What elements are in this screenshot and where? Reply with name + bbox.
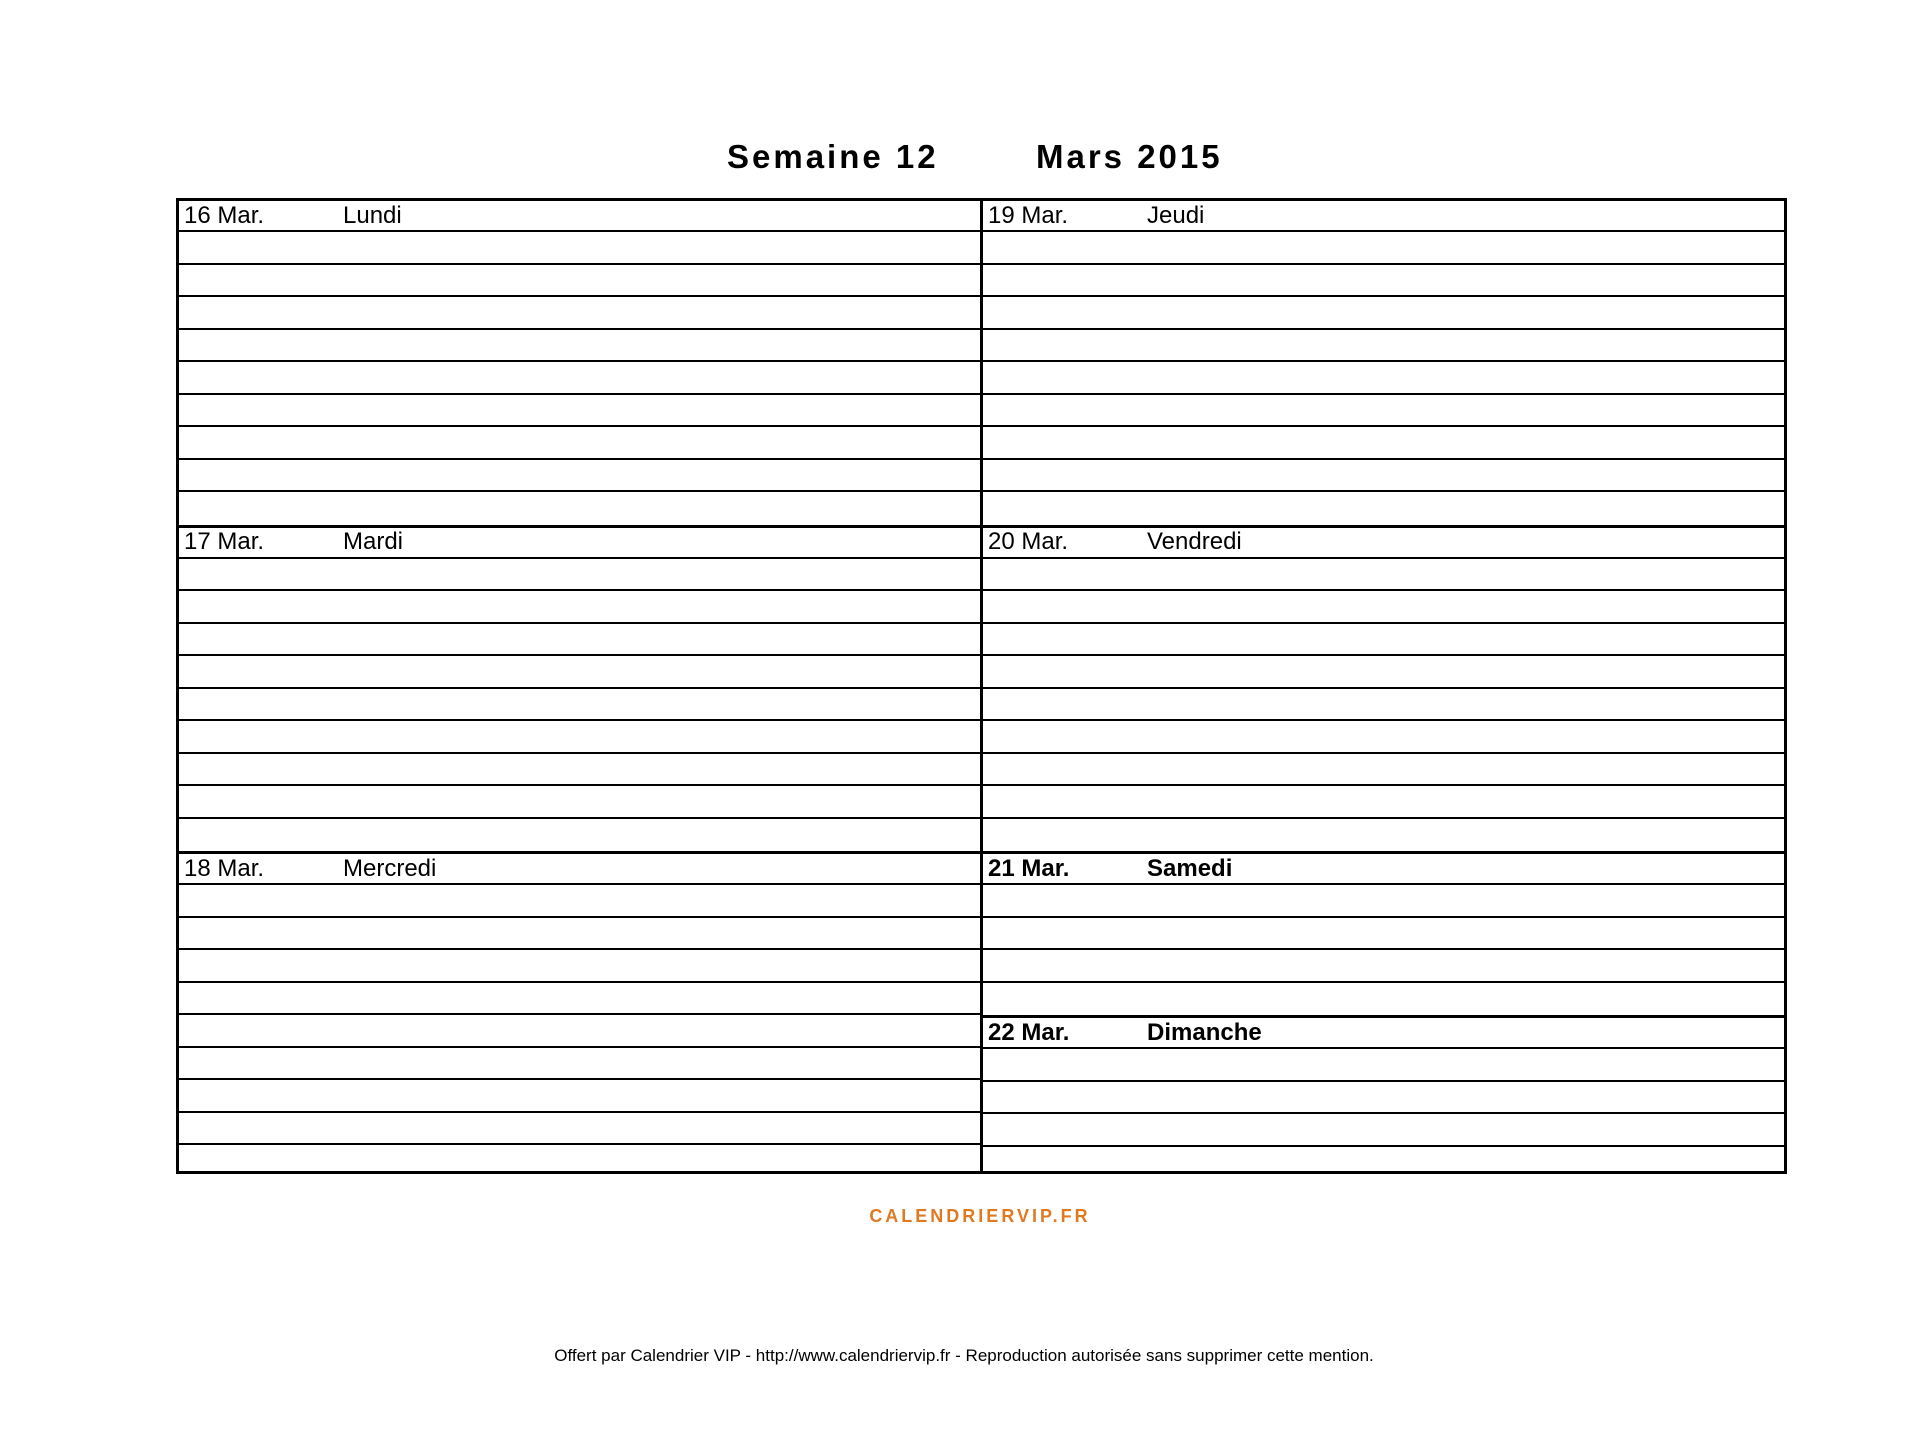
writing-line[interactable] [179,232,980,265]
writing-line[interactable] [179,460,980,493]
day-name: Mercredi [343,854,437,882]
day-date: 21 Mar. [988,854,1070,882]
day-header-lundi [179,201,980,232]
day-date: 20 Mar. [988,528,1069,555]
day-name: Vendredi [1147,528,1242,555]
writing-line[interactable] [983,297,1784,330]
day-header-dimanche [983,1018,1784,1049]
writing-line[interactable] [179,297,980,330]
writing-line[interactable] [179,885,980,918]
writing-line[interactable] [179,1015,980,1048]
writing-line[interactable] [179,362,980,395]
writing-line[interactable] [983,395,1784,428]
day-date: 16 Mar. [184,201,265,229]
day-header-vendredi [983,528,1784,559]
writing-line[interactable] [983,754,1784,787]
writing-line[interactable] [179,492,980,525]
writing-line[interactable] [179,624,980,657]
day-block-vendredi [983,525,1784,852]
planner-grid [176,198,1787,1174]
day-header-jeudi [983,201,1784,232]
writing-line[interactable] [983,1114,1784,1147]
writing-line[interactable] [179,786,980,819]
writing-line[interactable] [983,559,1784,592]
writing-line[interactable] [983,265,1784,298]
day-name: Samedi [1147,854,1233,882]
writing-line[interactable] [983,656,1784,689]
right-column [983,201,1784,1171]
day-date: 22 Mar. [988,1018,1070,1046]
writing-line[interactable] [983,362,1784,395]
day-date: 18 Mar. [184,854,265,882]
day-name: Lundi [343,201,402,229]
writing-line[interactable] [983,624,1784,657]
left-column [179,201,983,1171]
writing-line[interactable] [983,721,1784,754]
writing-line[interactable] [179,427,980,460]
day-block-mercredi [179,851,980,1178]
writing-line[interactable] [983,460,1784,493]
day-name: Mardi [343,528,404,555]
writing-line[interactable] [983,819,1784,852]
day-block-jeudi [983,201,1784,525]
day-block-dimanche [983,1015,1784,1179]
writing-line[interactable] [179,1048,980,1081]
writing-line[interactable] [179,265,980,298]
writing-line[interactable] [983,232,1784,265]
writing-line[interactable] [179,819,980,852]
writing-line[interactable] [179,1080,980,1113]
day-date: 17 Mar. [184,528,265,555]
writing-line[interactable] [179,330,980,363]
writing-line[interactable] [983,918,1784,951]
writing-line[interactable] [983,492,1784,525]
day-name: Jeudi [1147,201,1205,229]
writing-line[interactable] [179,1113,980,1146]
writing-line[interactable] [983,950,1784,983]
writing-line[interactable] [179,689,980,722]
day-name: Dimanche [1147,1018,1262,1046]
day-header-mercredi [179,854,980,885]
writing-line[interactable] [179,918,980,951]
day-block-lundi [179,201,980,525]
writing-line[interactable] [983,591,1784,624]
writing-line[interactable] [983,427,1784,460]
writing-line[interactable] [983,885,1784,918]
writing-line[interactable] [179,950,980,983]
day-block-samedi [983,851,1784,1015]
month-label: Mars 2015 [1036,138,1223,175]
writing-line[interactable] [983,330,1784,363]
writing-line[interactable] [179,754,980,787]
writing-line[interactable] [179,721,980,754]
writing-line[interactable] [179,395,980,428]
footer-notice: Offert par Calendrier VIP - http://www.calendriervip.fr - Reproduction autorisée sans supprimer cette mention. [554,1346,1374,1365]
writing-line[interactable] [179,559,980,592]
writing-line[interactable] [179,656,980,689]
day-header-samedi [983,854,1784,885]
writing-line[interactable] [179,591,980,624]
page-title [0,138,1920,178]
day-header-mardi [179,528,980,559]
week-label: Semaine 12 [727,138,939,175]
writing-line[interactable] [983,689,1784,722]
writing-line[interactable] [179,1145,980,1178]
writing-line[interactable] [983,786,1784,819]
writing-line[interactable] [983,983,1784,1016]
day-block-mardi [179,525,980,852]
writing-line[interactable] [179,983,980,1016]
writing-line[interactable] [983,1049,1784,1082]
writing-line[interactable] [983,1082,1784,1115]
brand-logo-text: CALENDRIERVIP.FR [869,1206,1091,1226]
day-date: 19 Mar. [988,201,1069,229]
writing-line[interactable] [983,1147,1784,1180]
